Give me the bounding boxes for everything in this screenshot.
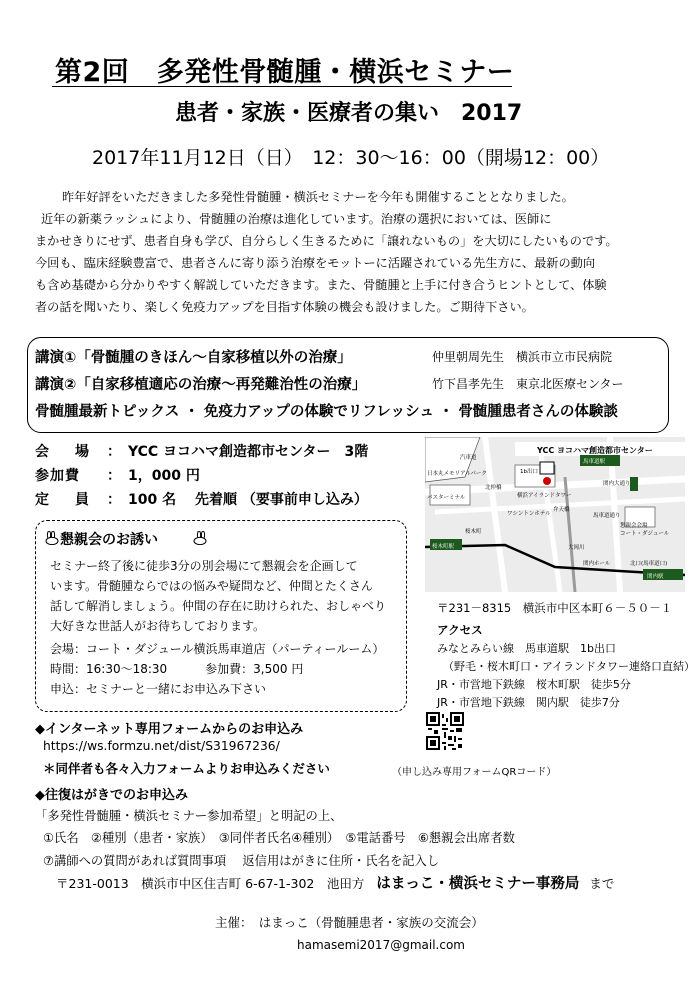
map-label: 関内駅 bbox=[647, 574, 664, 580]
party-time-row bbox=[50, 659, 384, 679]
map-label: 関内大通り bbox=[603, 481, 631, 487]
map-label: 横浜アイランドタワー bbox=[517, 493, 572, 499]
capacity-row bbox=[35, 489, 368, 509]
party-venue: 会場：コート・ダジュール横浜馬車道店（パーティールーム） bbox=[50, 642, 385, 656]
party-line: 大好きな世話人がお待ちしております。 bbox=[50, 619, 266, 633]
map-ycc-marker bbox=[540, 462, 554, 474]
intro-text bbox=[35, 186, 665, 318]
fee-value: ： 1，000 円 bbox=[107, 468, 200, 484]
map-label: 汽車道 bbox=[460, 455, 477, 461]
fee-label: 参加費 bbox=[35, 468, 80, 484]
lecture-1-title: 講演①「骨髄腫のきほん～自家移植以外の治療」 bbox=[35, 350, 352, 366]
event-datetime: 2017年11月12日（日） 12：30～16：00（開場12：00） bbox=[92, 147, 610, 169]
map-label: 桜木町駅 bbox=[432, 544, 455, 550]
postcard-made: まで bbox=[589, 876, 615, 891]
party-fee: 参加費：3,500 円 bbox=[205, 662, 304, 676]
map-label: 1b出口 bbox=[520, 469, 538, 475]
party-apply: 申込：セミナーと一緒にお申込み下さい bbox=[50, 682, 267, 696]
access-map bbox=[425, 437, 685, 592]
map-label: 関内ホール bbox=[583, 561, 611, 567]
page-title: 第2回 多発性骨髄腫・横浜セミナー bbox=[55, 57, 515, 88]
postcard-heading: ◆往復はがきでのお申込み bbox=[35, 788, 188, 803]
venue-value: ： YCC ヨコハマ創造都市センター 3階 bbox=[107, 444, 369, 460]
party-line: います。骨髄腫ならではの悩みや疑問など、仲間とたくさん bbox=[50, 579, 373, 593]
venue-row bbox=[35, 441, 368, 461]
web-heading: ◆インターネット専用フォームからのお申込み bbox=[35, 722, 304, 737]
map-label: 弁天橋 bbox=[553, 507, 570, 513]
access-line: （野毛・桜木町口・アイランドタワー連絡口直結） bbox=[443, 660, 696, 673]
lecture-2-title: 講演②「自家移植適応の治療～再発難治性の治療」 bbox=[35, 377, 367, 393]
bunny-icon bbox=[192, 531, 208, 545]
map-label: 日本丸メモリアルパーク bbox=[427, 471, 487, 477]
qr-code[interactable] bbox=[426, 712, 464, 750]
postcard-line: 「多発性骨髄腫・横浜セミナー参加希望」と明記の上、 bbox=[35, 809, 343, 823]
party-title: 懇親会のお誘い bbox=[60, 532, 158, 548]
map-header: YCC ヨコハマ創造都市センター bbox=[537, 446, 653, 455]
qr-caption: （申し込み専用フォームQRコード） bbox=[392, 767, 557, 778]
intro-line: 昨年好評をいただきました多発性骨髄腫・横浜セミナーを今年も開催することとなりました。 bbox=[62, 190, 574, 204]
intro-line: も含め基礎から分かりやすく解説していただきます。また、骨髄腫と上手に付き合うヒントとして、体験 bbox=[35, 278, 607, 292]
map-label: 馬車道通り bbox=[593, 513, 621, 519]
map-party-marker bbox=[630, 477, 638, 491]
intro-line: 者の話を聞いたり、楽しく免疫力アップを目指す体験の機会も設けました。ご期待下さい。 bbox=[35, 300, 534, 314]
web-note: ＊同伴者も各々入力フォームよりお申込みください bbox=[43, 761, 330, 776]
access-line: JR・市営地下鉄線 関内駅 徒歩7分 bbox=[437, 696, 620, 709]
map-label: コート・ダジュール bbox=[620, 531, 670, 537]
party-time: 時間：16:30～18:30 bbox=[50, 662, 168, 676]
map-label: 北仲橋 bbox=[485, 485, 502, 491]
lecture-2-speaker: 竹下昌孝先生 東京北医療センター bbox=[432, 377, 624, 391]
lectures-box bbox=[27, 337, 669, 433]
intro-line: 今回も、臨床経験豊富で、患者さんに寄り添う治療をモットーに活躍されている先生方に、最新の動向 bbox=[35, 256, 596, 270]
map-label: 馬車道駅 bbox=[583, 459, 606, 465]
postcard-line: ⑦講師への質問があれば質問事項 返信用はがきに住所・氏名を記入し bbox=[43, 854, 440, 868]
map-label: 桜木町 bbox=[465, 529, 482, 535]
map-label: パスターミナル bbox=[427, 495, 466, 501]
map-exit-marker bbox=[543, 477, 551, 485]
party-line: セミナー終了後に徒歩3分の別会場にて懇親会を企画して bbox=[50, 559, 358, 573]
party-description bbox=[50, 556, 386, 636]
map-label: 懇親会会場 bbox=[620, 523, 648, 529]
access-line: みなとみらい線 馬車道駅 1b出口 bbox=[437, 642, 616, 655]
intro-line: 近年の新薬ラッシュにより、骨髄腫の治療は進化しています。治療の選択においては、医師に bbox=[41, 212, 552, 226]
postcard-address: 〒231-0013 横浜市中区住吉町 6-67-1-302 池田方 bbox=[56, 876, 365, 891]
map-label: 大岡川 bbox=[568, 545, 585, 551]
party-line: 話して解消しましょう。仲間の存在に助けられた、おしゃべり bbox=[50, 599, 387, 613]
title-underline bbox=[52, 86, 512, 87]
postcard-line: ①氏名 ②種別（患者・家族） ③同伴者氏名④種別） ⑤電話番号 ⑥懇親会出席者数 bbox=[43, 831, 515, 845]
access-heading: アクセス bbox=[437, 623, 483, 637]
venue-label: 会 場 bbox=[35, 444, 95, 460]
topics: 骨髄腫最新トピックス ・ 免疫力アップの体験でリフレッシュ ・ 骨髄腫患者さんの体験談 bbox=[35, 404, 618, 420]
lecture-1-speaker: 仲里朝周先生 横浜市立市民病院 bbox=[432, 350, 613, 364]
office-name: はまっこ・横浜セミナー事務局 bbox=[376, 876, 580, 892]
map-label: 北口(馬車道口) bbox=[630, 561, 668, 567]
capacity-label: 定 員 bbox=[35, 492, 95, 508]
organizer: 主催： はまっこ（骨髄腫患者・家族の交流会） bbox=[215, 915, 484, 930]
bunny-icon bbox=[44, 531, 60, 545]
intro-line: まかせきりにせず、患者自身も学び、自分らしく生きるために「譲れないもの」を大切にしたいものです。 bbox=[35, 234, 618, 248]
web-form-link[interactable]: https://ws.formzu.net/dist/S31967236/ bbox=[43, 739, 280, 753]
party-details bbox=[50, 639, 384, 699]
access-lines bbox=[437, 640, 695, 712]
subtitle: 患者・家族・医療者の集い 2017 bbox=[175, 101, 523, 126]
fee-row bbox=[35, 465, 200, 485]
contact-email[interactable]: hamasemi2017@gmail.com bbox=[297, 938, 465, 952]
map-label: ワシントンホテル bbox=[507, 511, 551, 517]
capacity-value: ： 100 名 先着順 （要事前申し込み） bbox=[107, 492, 368, 508]
postcard-address-row bbox=[56, 872, 614, 893]
access-line: JR・市営地下鉄線 桜木町駅 徒歩5分 bbox=[437, 678, 631, 691]
party-box bbox=[35, 520, 407, 712]
ycc-address: 〒231－8315 横浜市中区本町６－５０－１ bbox=[437, 601, 673, 615]
